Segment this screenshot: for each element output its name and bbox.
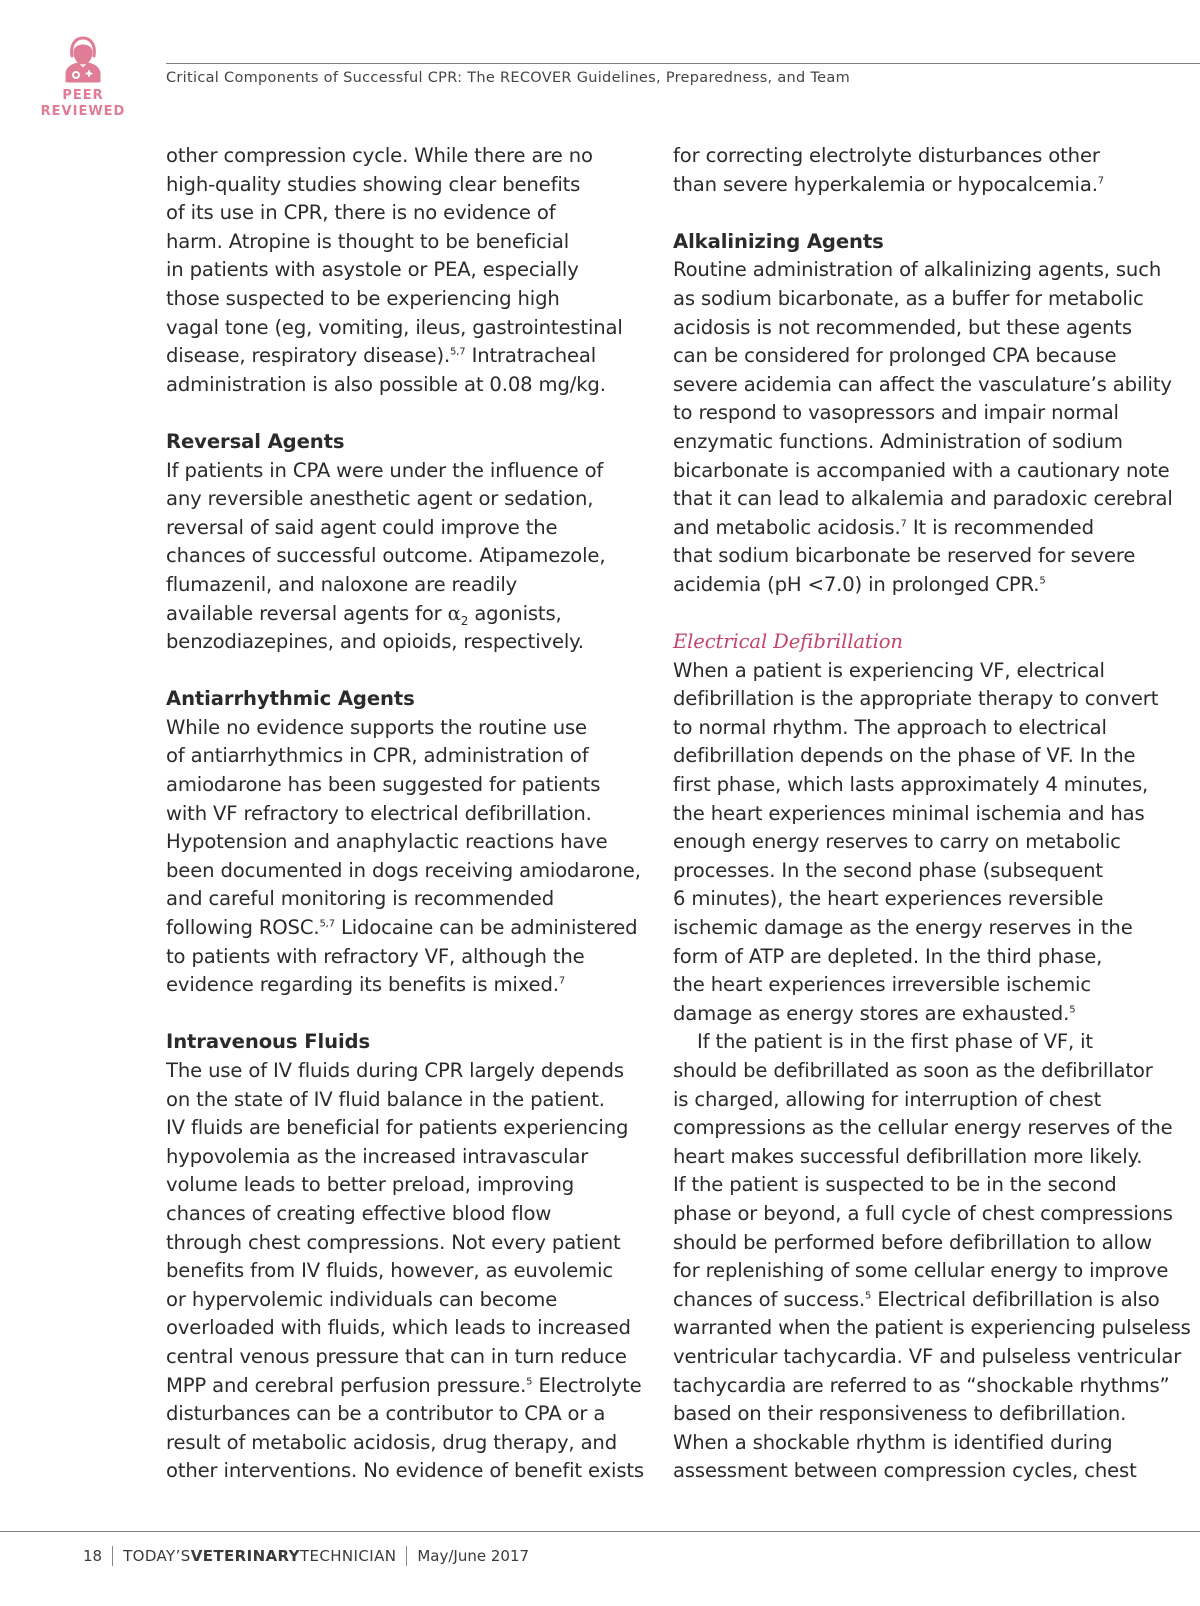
text-line: benefits from IV fluids, however, as euvolemic — [166, 1259, 614, 1283]
paragraph-antiarrhythmic-agents — [166, 714, 641, 1000]
text-line: tachycardia are referred to as “shockable rhythms” — [673, 1373, 1170, 1397]
peer-reviewed-badge — [30, 34, 136, 120]
page-number: 18 — [83, 1547, 103, 1565]
text-line: to patients with refractory VF, although the — [166, 944, 585, 968]
text-line: ischemic damage as the energy reserves in the — [673, 916, 1133, 940]
paragraph-electrolytes — [673, 142, 1138, 199]
badge-line-peer: PEER — [62, 88, 104, 103]
text-run: available reversal agents for — [166, 601, 448, 625]
text-line: disturbances can be a contributor to CPA or a — [166, 1402, 606, 1426]
text-run: damage as energy stores are exhausted. — [673, 1001, 1070, 1025]
text-line — [166, 914, 638, 943]
doctor-icon — [62, 34, 104, 84]
text-line: or hypervolemic individuals can become — [166, 1287, 558, 1311]
text-line: as sodium bicarbonate, as a buffer for metabolic — [673, 286, 1144, 310]
text-line — [166, 342, 626, 371]
running-head: Critical Components of Successful CPR: The RECOVER Guidelines, Preparedness, and Team — [166, 70, 850, 86]
paragraph-reversal-agents — [166, 457, 626, 657]
issue-date: May/June 2017 — [417, 1547, 530, 1565]
text-line: those suspected to be experiencing high — [166, 286, 560, 310]
text-line: administration is also possible at 0.08 mg/kg. — [166, 372, 606, 396]
text-line: reversal of said agent could improve the — [166, 515, 558, 539]
text-line: If patients in CPA were under the influence of — [166, 458, 604, 482]
citation: 5 — [526, 1376, 533, 1387]
text-line: While no evidence supports the routine use — [166, 715, 587, 739]
text-run: evidence regarding its benefits is mixed. — [166, 973, 559, 997]
paragraph-alkalinizing-agents — [673, 256, 1173, 599]
text-line: other interventions. No evidence of benefit exists — [166, 1459, 644, 1483]
footer-separator — [406, 1546, 407, 1566]
text-line: on the state of IV fluid balance in the patient. — [166, 1087, 605, 1111]
text-line: volume leads to better preload, improving — [166, 1173, 575, 1197]
text-line: the heart experiences minimal ischemia and has — [673, 801, 1145, 825]
heading-intravenous-fluids: Intravenous Fluids — [166, 1030, 371, 1054]
magazine-title-prefix: TODAY’S — [123, 1547, 191, 1565]
text-line: should be defibrillated as soon as the defibrillator — [673, 1059, 1153, 1082]
text-line: with VF refractory to electrical defibrillation. — [166, 801, 592, 825]
paragraph-atropine — [166, 142, 626, 399]
text-line: for replenishing of some cellular energy to improve — [673, 1259, 1169, 1283]
text-run: Electrolyte — [532, 1373, 642, 1397]
text-line: When a patient is experiencing VF, electrical — [673, 658, 1105, 682]
text-line: overloaded with fluids, which leads to increased — [166, 1316, 631, 1340]
text-line: the heart experiences irreversible ischemic — [673, 973, 1091, 997]
citation: 7 — [558, 975, 566, 987]
text-run: than severe hyperkalemia or hypocalcemia. — [673, 172, 1098, 196]
text-line: in patients with asystole or PEA, especially — [166, 258, 579, 282]
text-line: first phase, which lasts approximately 4 minutes, — [673, 773, 1149, 797]
citation: 7 — [1097, 175, 1105, 187]
text-line: central venous pressure that can in turn reduce — [166, 1344, 627, 1368]
subscript: 2 — [460, 613, 469, 628]
text-line — [673, 1000, 1138, 1029]
text-line: can be considered for prolonged CPA because — [673, 344, 1117, 368]
text-line: of antiarrhythmics in CPR, administration of — [166, 744, 589, 768]
text-line: based on their responsiveness to defibrillation. — [673, 1402, 1127, 1426]
text-line: vagal tone (eg, vomiting, ileus, gastrointestinal — [166, 315, 623, 339]
text-line — [673, 1286, 1160, 1315]
text-line: been documented in dogs receiving amiodarone, — [166, 858, 641, 882]
text-line: hypovolemia as the increased intravascular — [166, 1144, 589, 1168]
citation: 5 — [865, 1290, 872, 1302]
footer-separator — [112, 1546, 113, 1566]
text-line: When a shockable rhythm is identified during — [673, 1430, 1113, 1454]
text-line: defibrillation depends on the phase of VF. In the — [673, 744, 1136, 768]
text-line: harm. Atropine is thought to be beneficial — [166, 229, 570, 253]
text-line — [166, 1372, 642, 1401]
text-run: following ROSC. — [166, 916, 320, 940]
text-line: assessment between compression cycles, chest — [673, 1459, 1137, 1483]
text-line: phase or beyond, a full cycle of chest compressions — [673, 1201, 1173, 1225]
badge-line-reviewed: REVIEWED — [40, 104, 126, 119]
paragraph-intravenous-fluids — [166, 1057, 644, 1486]
text-line: amiodarone has been suggested for patients — [166, 773, 601, 797]
text-run: It is recommended — [906, 515, 1094, 539]
citation: 5 — [1069, 1004, 1076, 1016]
paragraph-defibrillation-phases — [673, 657, 1159, 1029]
footer-rule — [0, 1531, 1200, 1532]
text-line: If the patient is suspected to be in the second — [673, 1173, 1117, 1197]
text-line: through chest compressions. Not every patient — [166, 1230, 621, 1254]
text-line: The use of IV fluids during CPR largely depends — [166, 1059, 624, 1082]
left-column — [166, 142, 644, 1486]
text-line: warranted when the patient is experiencing pulseless — [673, 1316, 1191, 1340]
text-run: Lidocaine can be administered — [334, 916, 638, 940]
text-run: acidemia (pH <7.0) in prolonged CPR. — [673, 572, 1040, 596]
text-line: enough energy reserves to carry on metabolic — [673, 830, 1121, 854]
text-run: chances of success. — [673, 1287, 866, 1311]
text-line: severe acidemia can affect the vasculature’s ability — [673, 372, 1172, 396]
text-line: benzodiazepines, and opioids, respectively. — [166, 630, 584, 654]
heading-electrical-defibrillation: Electrical Defibrillation — [673, 630, 903, 654]
text-line: to respond to vasopressors and impair normal — [673, 401, 1119, 425]
heading-alkalinizing-agents: Alkalinizing Agents — [673, 229, 884, 253]
magazine-title — [123, 1547, 396, 1565]
text-line: for correcting electrolyte disturbances other — [673, 144, 1100, 167]
text-run: Electrical defibrillation is also — [871, 1287, 1160, 1311]
text-run: disease, respiratory disease). — [166, 344, 451, 368]
text-line: chances of successful outcome. Atipamezole, — [166, 544, 606, 568]
text-line: IV fluids are beneficial for patients experiencing — [166, 1116, 629, 1140]
text-line: If the patient is in the first phase of VF, it — [697, 1030, 1093, 1054]
text-line: that sodium bicarbonate be reserved for severe — [673, 544, 1136, 568]
magazine-title-suffix: TECHNICIAN — [299, 1547, 397, 1565]
text-line: acidosis is not recommended, but these agents — [673, 315, 1132, 339]
text-line: should be performed before defibrillation to allow — [673, 1230, 1152, 1254]
text-line: is charged, allowing for interruption of chest — [673, 1087, 1102, 1111]
text-line: result of metabolic acidosis, drug therapy, and — [166, 1430, 617, 1454]
text-line: enzymatic functions. Administration of sodium — [673, 429, 1123, 453]
text-line: high-quality studies showing clear benefits — [166, 172, 581, 196]
text-line: defibrillation is the appropriate therapy to convert — [673, 687, 1159, 711]
right-column — [673, 142, 1191, 1486]
text-run: agonists, — [468, 601, 562, 625]
text-line: other compression cycle. While there are no — [166, 144, 593, 167]
header-rule — [166, 63, 1200, 64]
text-line: ventricular tachycardia. VF and pulseless ventricular — [673, 1344, 1182, 1368]
page-footer — [83, 1546, 529, 1566]
text-line: of its use in CPR, there is no evidence of — [166, 201, 556, 225]
text-line: processes. In the second phase (subsequent — [673, 858, 1103, 882]
text-line — [673, 571, 1138, 600]
text-run: MPP and cerebral perfusion pressure. — [166, 1373, 527, 1397]
text-line: Routine administration of alkalinizing agents, such — [673, 258, 1162, 282]
text-line: form of ATP are depleted. In the third phase, — [673, 944, 1103, 968]
text-line: bicarbonate is accompanied with a cautionary note — [673, 458, 1170, 482]
text-line — [673, 171, 1138, 200]
text-line: any reversible anesthetic agent or sedation, — [166, 487, 594, 511]
text-line: heart makes successful defibrillation more likely. — [673, 1144, 1143, 1168]
paragraph-defibrillation-timing — [673, 1028, 1191, 1486]
text-run: and metabolic acidosis. — [673, 515, 901, 539]
text-line — [166, 600, 626, 629]
text-line — [166, 971, 626, 1000]
text-line: Hypotension and anaphylactic reactions have — [166, 830, 608, 854]
citation: 5,7 — [450, 346, 466, 358]
heading-reversal-agents: Reversal Agents — [166, 429, 345, 453]
text-line: flumazenil, and naloxone are readily — [166, 572, 518, 596]
alpha-symbol: α — [447, 601, 461, 625]
citation: 7 — [900, 518, 907, 530]
text-line: chances of creating effective blood flow — [166, 1201, 552, 1225]
citation: 5,7 — [319, 918, 335, 930]
heading-antiarrhythmic-agents: Antiarrhythmic Agents — [166, 687, 415, 711]
text-line: compressions as the cellular energy reserves of the — [673, 1116, 1173, 1140]
text-run: Intratracheal — [465, 344, 597, 368]
text-line — [673, 514, 1138, 543]
citation: 5 — [1039, 575, 1046, 587]
text-line: to normal rhythm. The approach to electrical — [673, 715, 1107, 739]
text-line: that it can lead to alkalemia and paradoxic cerebral — [673, 487, 1173, 511]
text-line: 6 minutes), the heart experiences reversible — [673, 887, 1104, 911]
text-line: and careful monitoring is recommended — [166, 887, 555, 911]
magazine-title-bold: VETERINARY — [190, 1547, 300, 1565]
